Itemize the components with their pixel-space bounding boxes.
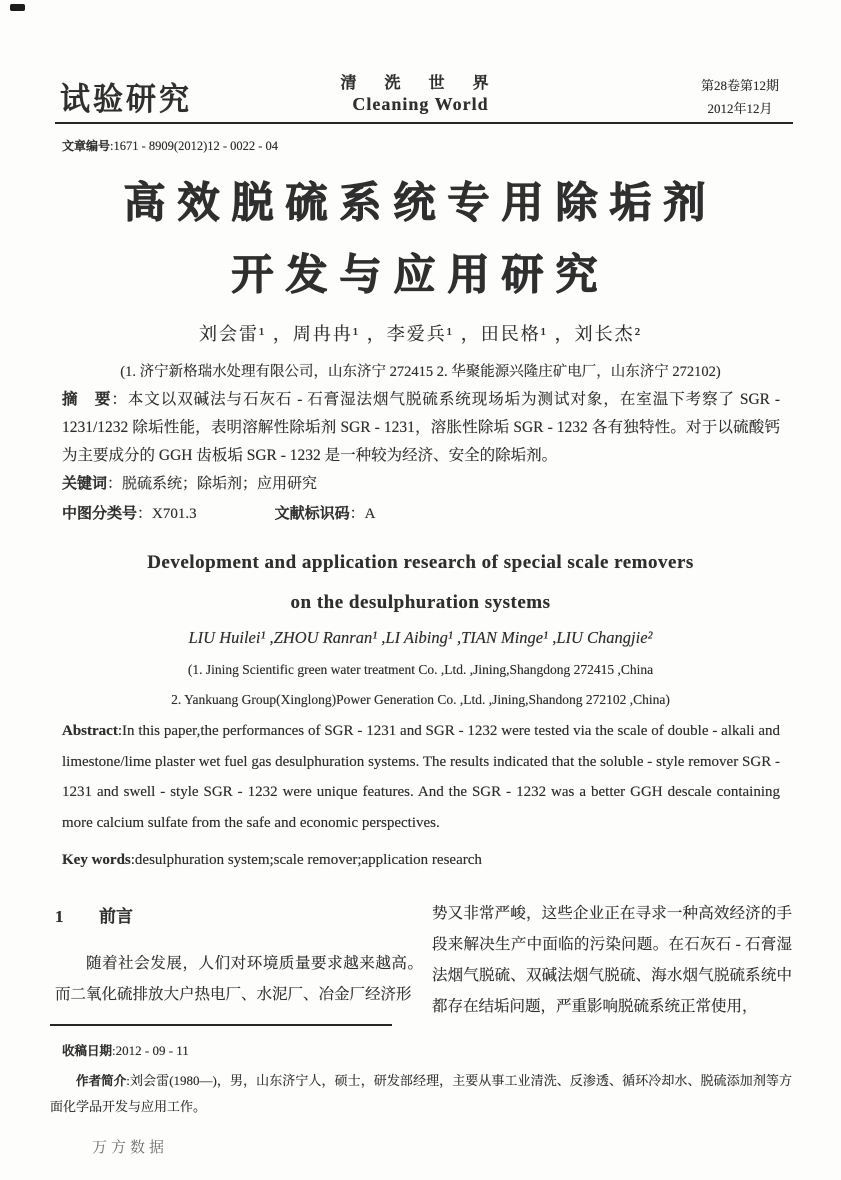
issue-date: 2012年12月 xyxy=(707,101,773,116)
scan-artifact xyxy=(10,4,25,11)
authors-cn: 刘会雷¹ ，周冉冉¹ ，李爱兵¹ ，田民格¹ ，刘长杰² xyxy=(199,324,642,344)
footnote-rule xyxy=(50,1024,392,1026)
body-left-paragraph: 随着社会发展，人们对环境质量要求越来越高。而二氧化硫排放大户热电厂、水泥厂、冶金厂经济形 xyxy=(55,955,423,1003)
title-en-line2: on the desulphuration systems xyxy=(290,592,551,613)
abstract-cn xyxy=(62,386,780,470)
abstract-en-label: Abstract xyxy=(62,723,118,739)
article-title-cn-line2: 开发与应用研究 xyxy=(231,251,610,298)
author-bio-label: 作者简介 xyxy=(76,1074,127,1088)
section-label: 试验研究 xyxy=(60,82,192,117)
received-label: 收稿日期 xyxy=(62,1044,113,1058)
doc-code-label: 文献标识码 xyxy=(274,505,350,522)
keywords-en-text: :desulphuration system;scale remover;application research xyxy=(130,852,482,868)
clc-label: 中图分类号 xyxy=(62,505,138,522)
clc-line xyxy=(62,502,375,523)
abstract-cn-label: 摘 要 xyxy=(62,391,112,408)
article-number-value: :1671 - 8909(2012)12 - 0022 - 04 xyxy=(110,139,279,153)
keywords-cn-label: 关键词 xyxy=(62,475,108,492)
volume-issue: 第28卷第12期 xyxy=(700,78,779,93)
abstract-cn-text: ：本文以双碱法与石灰石 - 石膏湿法烟气脱硫系统现场垢为测试对象，在室温下考察了 SGR - 1231/1232 除垢性能，表明溶解性除垢剂 SGR - 1231，溶胀性除垢 SGR - 1232 各有独特性。对于以硫酸钙为主要成分的 GGH 齿板垢 SGR - 1232 是一种较为经济、安全的除垢剂。 xyxy=(62,391,780,464)
keywords-en xyxy=(62,852,482,869)
author-bio xyxy=(50,1068,792,1120)
issue-info xyxy=(660,74,820,120)
keywords-en-label: Key words xyxy=(62,852,131,868)
authors-en: LIU Huilei¹ ,ZHOU Ranran¹ ,LI Aibing¹ ,TIAN Minge¹ ,LIU Changjie² xyxy=(188,628,653,647)
keywords-cn-text: ：脱硫系统；除垢剂；应用研究 xyxy=(107,476,318,492)
section-heading xyxy=(55,902,133,927)
article-title-cn-line1: 高效脱硫系统专用除垢剂 xyxy=(123,179,718,226)
author-bio-text: :刘会雷(1980—)，男，山东济宁人，硕士，研发部经理，主要从事工业清洗、反渗透、循环冷却水、脱硫添加剂等方面化学品开发与应用工作。 xyxy=(50,1073,792,1114)
title-en-line1: Development and application research of special scale removers xyxy=(147,552,694,573)
body-right-paragraph: 势又非常严峻，这些企业正在寻求一种高效经济的手段来解决生产中面临的污染问题。在石灰石 - 石膏湿法烟气脱硫、双碱法烟气脱硫、海水烟气脱硫系统中都存在结垢问题，严重影响脱硫系统正常使用， xyxy=(432,905,792,1015)
journal-title-en: Cleaning World xyxy=(352,94,489,114)
journal-title-cn: 清 洗 世 界 xyxy=(340,75,501,92)
received-value: :2012 - 09 - 11 xyxy=(112,1043,189,1058)
affiliation-en-2: 2. Yankuang Group(Xinglong)Power Generation Co. ,Ltd. ,Jining,Shandong 272102 ,China) xyxy=(171,692,670,707)
article-number xyxy=(62,137,278,154)
abstract-en-text: :In this paper,the performances of SGR - 1231 and SGR - 1232 were tested via the scale of double - alkali and limestone/lime plaster wet fuel gas desulphuration systems. The results indicated that the soluble - style remover SGR - 1231 and swell - style SGR - 1232 were unique features. And the SGR - 1232 was a better GGH descale containing more calcium sulfate from the safe and economic perspectives. xyxy=(62,723,780,831)
received-date xyxy=(62,1041,189,1059)
section-number: 1 xyxy=(55,907,64,926)
abstract-en xyxy=(62,716,780,838)
affiliation-cn: (1. 济宁新格瑞水处理有限公司，山东济宁 272415 2. 华聚能源兴隆庄矿电厂，山东济宁 272102) xyxy=(120,364,721,380)
clc-value: ：X701.3 xyxy=(137,506,197,522)
affiliation-en-1: (1. Jining Scientific green water treatment Co. ,Ltd. ,Jining,Shangdong 272415 ,China xyxy=(187,662,654,677)
article-number-label: 文章编号 xyxy=(62,139,111,153)
section-title: 前言 xyxy=(99,907,133,926)
keywords-cn xyxy=(62,472,317,493)
doc-code-value: ：A xyxy=(349,506,376,522)
wanfang-watermark: 万方数据 xyxy=(92,1140,169,1156)
header-rule xyxy=(55,122,793,124)
